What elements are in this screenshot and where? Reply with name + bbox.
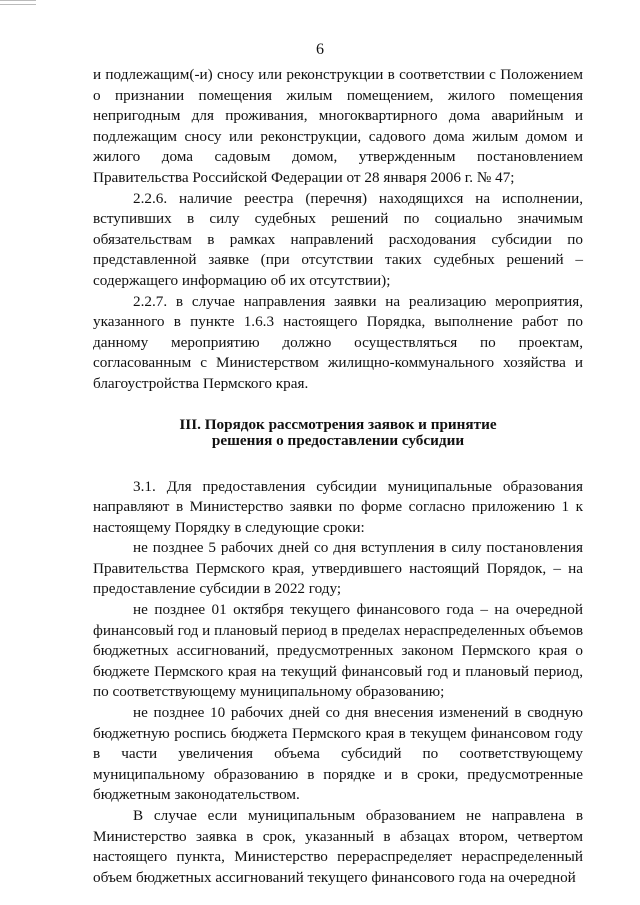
section-heading-line-2: решения о предоставлении субсидии [211,431,465,449]
paragraph-deadline-10-days: не позднее 10 рабочих дней со дня внесения изменений в сводную бюджетную роспись бюджета Пермского края в текущем финансовом году в части увеличения объема субсидий по соответствующему муниципальному образованию в порядке и в сроки, предусмотренные бюджетным законодательством. [93,704,583,804]
paragraph-deadline-2022: не позднее 5 рабочих дней со дня вступления в силу постановления Правительства Пермского края, утвердившего настоящий Порядок, – на предоставление субсидии в 2022 году; [93,539,583,598]
paragraph-continuation: и подлежащим(-и) сносу или реконструкции в соответствии с Положением о признании помещения жилым помещением, жилого помещения непригодным для проживания, многоквартирного дома аварийным и подлежащим сносу или реконструкции, садового дома жилым домом и жилого дома садовым домом, утвержденным постановлением Правительства Российской Федерации от 28 января 2006 г. № 47; [93,66,583,186]
document-body [93,65,583,888]
scan-corner-mark [0,0,36,5]
paragraph-deadline-october: не позднее 01 октября текущего финансового года – на очередной финансовый год и плановый период в пределах нераспределенных объемов бюджетных ассигнований, предусмотренных законом Пермского края о бюджете Пермского края на текущий финансовый год и плановый период, по соответствующему муниципальному образованию; [93,601,583,701]
section-heading [93,417,583,449]
paragraph-3-1: 3.1. Для предоставления субсидии муниципальные образования направляют в Министерство заявки по форме согласно приложению 1 к настоящему Порядку в следующие сроки: [93,477,583,536]
paragraph-2-2-7: 2.2.7. в случае направления заявки на реализацию мероприятия, указанного в пункте 1.6.3 настоящего Порядка, выполнение работ по данному мероприятию должно осуществляться по проектам, согласованным с Министерством жилищно-коммунального хозяйства и благоустройства Пермского края. [93,292,583,392]
section-heading-line-1: III. Порядок рассмотрения заявок и принятие [179,415,497,433]
paragraph-2-2-6: 2.2.6. наличие реестра (перечня) находящихся на исполнении, вступивших в силу судебных решений по социально значимым обязательствам в рамках направлений расходования субсидии по представленной заявке (при отсутствии таких судебных решений – содержащего информацию об их отсутствии); [93,189,583,289]
paragraph-redistribution: В случае если муниципальным образованием не направлена в Министерство заявка в срок, указанный в абзацах втором, четвертом настоящего пункта, Министерство перераспределяет нераспределенный объем бюджетных ассигнований текущего финансового года на очередной [93,807,583,886]
page-number: 6 [316,41,324,58]
